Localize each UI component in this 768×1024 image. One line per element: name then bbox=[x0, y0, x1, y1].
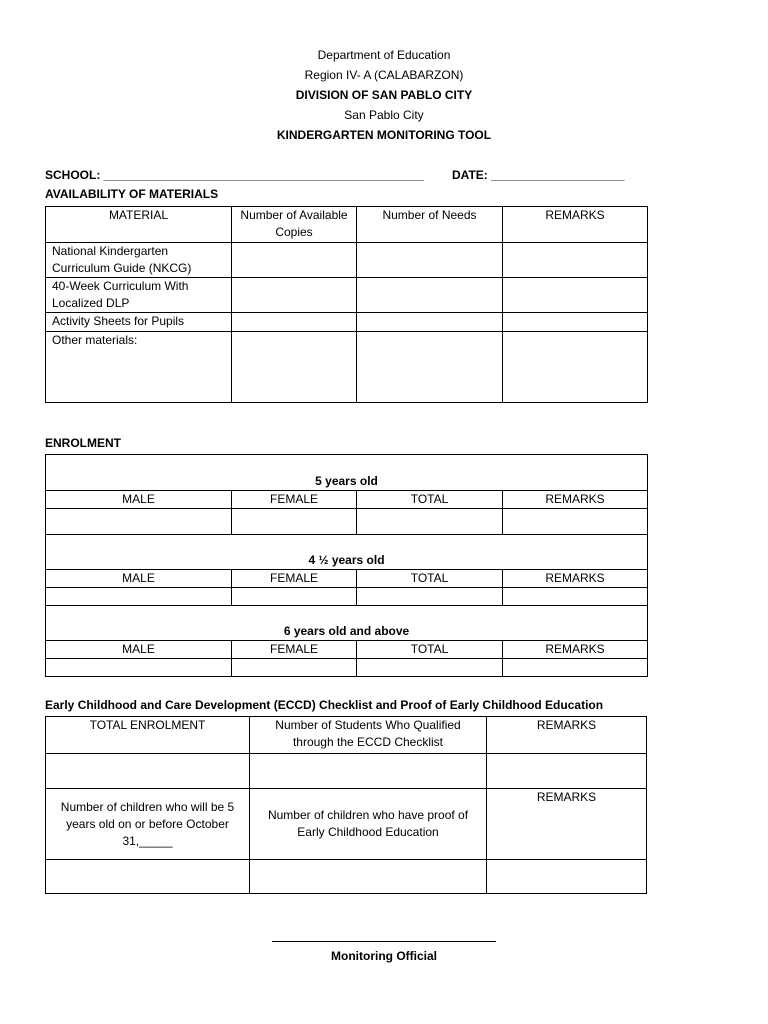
table-cell[interactable] bbox=[503, 659, 648, 677]
total-header: TOTAL bbox=[357, 641, 503, 659]
eccd-subheader-row bbox=[46, 789, 647, 860]
table-cell[interactable] bbox=[46, 588, 232, 606]
table-row bbox=[46, 278, 648, 313]
total-header: TOTAL bbox=[357, 570, 503, 588]
enrolment-header-row bbox=[46, 641, 648, 659]
table-cell[interactable] bbox=[357, 278, 503, 313]
five-years-old-header: Number of children who will be 5 years old on or before October 31,_____ bbox=[46, 789, 250, 860]
tool-title: KINDERGARTEN MONITORING TOOL bbox=[276, 128, 492, 142]
table-cell[interactable] bbox=[357, 659, 503, 677]
table-cell[interactable] bbox=[487, 754, 647, 789]
table-row bbox=[46, 860, 647, 894]
age-group-row bbox=[46, 606, 648, 641]
table-cell[interactable] bbox=[357, 509, 503, 535]
age-group-label: 6 years old and above bbox=[46, 606, 648, 641]
available-copies-header: Number of Available Copies bbox=[232, 207, 357, 243]
table-cell[interactable] bbox=[46, 754, 250, 789]
signature-line[interactable] bbox=[272, 941, 496, 942]
table-cell[interactable] bbox=[46, 860, 250, 894]
material-name: Activity Sheets for Pupils bbox=[46, 313, 232, 332]
date-field[interactable]: DATE: ____________________ bbox=[452, 168, 625, 182]
remarks-header: REMARKS bbox=[503, 491, 648, 509]
table-cell[interactable] bbox=[232, 278, 357, 313]
table-cell[interactable] bbox=[503, 313, 648, 332]
remarks-header: REMARKS bbox=[487, 717, 647, 754]
table-cell[interactable] bbox=[232, 659, 357, 677]
materials-header-row bbox=[46, 207, 648, 243]
table-cell[interactable] bbox=[232, 243, 357, 278]
table-row bbox=[46, 332, 648, 403]
table-cell[interactable] bbox=[503, 278, 648, 313]
city-title: San Pablo City bbox=[344, 108, 424, 122]
table-cell[interactable] bbox=[232, 313, 357, 332]
table-row bbox=[46, 313, 648, 332]
remarks-header: REMARKS bbox=[503, 207, 648, 243]
male-header: MALE bbox=[46, 570, 232, 588]
remarks-header: REMARKS bbox=[503, 641, 648, 659]
school-field[interactable]: SCHOOL: ________________________________________________ bbox=[45, 168, 425, 182]
male-header: MALE bbox=[46, 491, 232, 509]
monitoring-official-label: Monitoring Official bbox=[331, 949, 437, 963]
dept-title: Department of Education bbox=[317, 48, 451, 62]
age-group-label: 5 years old bbox=[46, 455, 648, 491]
enrolment-table bbox=[45, 454, 648, 677]
eccd-section-title: Early Childhood and Care Development (ECCD) Checklist and Proof of Early Childhood Education bbox=[45, 698, 604, 712]
region-title: Region IV- A (CALABARZON) bbox=[304, 68, 464, 82]
total-header: TOTAL bbox=[357, 491, 503, 509]
remarks-header: REMARKS bbox=[487, 789, 647, 860]
age-group-row bbox=[46, 535, 648, 570]
female-header: FEMALE bbox=[232, 570, 357, 588]
needs-header: Number of Needs bbox=[357, 207, 503, 243]
eccd-table bbox=[45, 716, 647, 894]
male-header: MALE bbox=[46, 641, 232, 659]
material-name: Other materials: bbox=[46, 332, 232, 403]
table-cell[interactable] bbox=[46, 659, 232, 677]
table-cell[interactable] bbox=[46, 509, 232, 535]
table-cell[interactable] bbox=[250, 754, 487, 789]
material-name: 40-Week Curriculum With Localized DLP bbox=[46, 278, 232, 313]
materials-table bbox=[45, 206, 648, 403]
table-cell[interactable] bbox=[503, 332, 648, 403]
table-cell[interactable] bbox=[232, 332, 357, 403]
materials-section-title: AVAILABILITY OF MATERIALS bbox=[45, 187, 219, 201]
table-cell[interactable] bbox=[503, 509, 648, 535]
table-cell[interactable] bbox=[503, 588, 648, 606]
table-row bbox=[46, 659, 648, 677]
female-header: FEMALE bbox=[232, 491, 357, 509]
division-title: DIVISION OF SAN PABLO CITY bbox=[295, 88, 473, 102]
age-group-row bbox=[46, 455, 648, 491]
enrolment-header-row bbox=[46, 570, 648, 588]
ece-proof-header: Number of children who have proof of Early Childhood Education bbox=[250, 789, 487, 860]
enrolment-section-title: ENROLMENT bbox=[45, 436, 121, 450]
table-cell[interactable] bbox=[357, 588, 503, 606]
enrolment-header-row bbox=[46, 491, 648, 509]
table-cell[interactable] bbox=[357, 243, 503, 278]
eccd-qualified-header: Number of Students Who Qualified through the ECCD Checklist bbox=[250, 717, 487, 754]
female-header: FEMALE bbox=[232, 641, 357, 659]
eccd-header-row bbox=[46, 717, 647, 754]
table-row bbox=[46, 243, 648, 278]
table-row bbox=[46, 509, 648, 535]
table-cell[interactable] bbox=[232, 588, 357, 606]
table-cell[interactable] bbox=[357, 332, 503, 403]
total-enrolment-header: TOTAL ENROLMENT bbox=[46, 717, 250, 754]
table-cell[interactable] bbox=[232, 509, 357, 535]
material-name: National Kindergarten Curriculum Guide (NKCG) bbox=[46, 243, 232, 278]
material-header: MATERIAL bbox=[46, 207, 232, 243]
table-cell[interactable] bbox=[487, 860, 647, 894]
table-row bbox=[46, 754, 647, 789]
table-row bbox=[46, 588, 648, 606]
table-cell[interactable] bbox=[250, 860, 487, 894]
age-group-label: 4 ½ years old bbox=[46, 535, 648, 570]
table-cell[interactable] bbox=[503, 243, 648, 278]
table-cell[interactable] bbox=[357, 313, 503, 332]
remarks-header: REMARKS bbox=[503, 570, 648, 588]
